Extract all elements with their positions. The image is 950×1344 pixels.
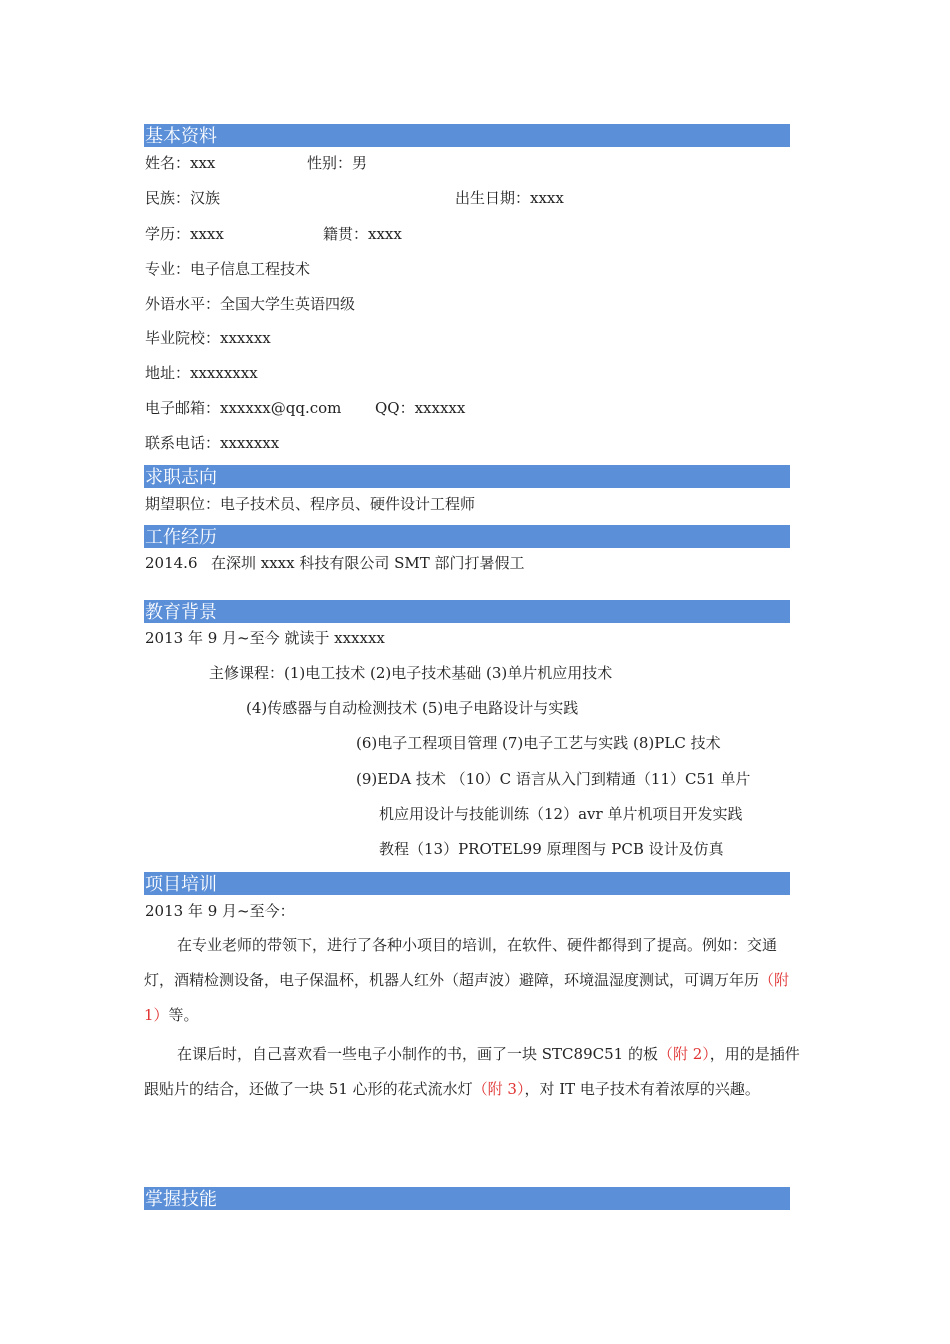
attachment-reference: （附 2） [657, 1045, 710, 1063]
paragraph-text: 在课后时，自己喜欢看一些电子小制作的书，画了一块 STC89C51 的板 [177, 1045, 658, 1063]
ethnicity-field: 民族：汉族 [145, 189, 221, 207]
course-line: (4)传感器与自动检测技术 (5)电子电路设计与实践 [246, 699, 579, 717]
work-description: 在深圳 xxxx 科技有限公司 SMT 部门打暑假工 [211, 554, 525, 572]
english-level-field: 外语水平：全国大学生英语四级 [145, 295, 356, 313]
paragraph-text: ，用的是插件跟贴片的结合，还做了一块 51 心形的花式流水灯 [144, 1045, 800, 1098]
section-header-education: 教育背景 [144, 600, 790, 623]
email-field: 电子邮箱：xxxxxx@qq.com [145, 399, 342, 417]
training-paragraph-1 [144, 928, 804, 1033]
major-field: 专业：电子信息工程技术 [145, 260, 311, 278]
degree-field: 学历：xxxx [145, 225, 224, 243]
expected-position: 期望职位：电子技术员、程序员、硬件设计工程师 [145, 495, 476, 513]
birth-date-field: 出生日期：xxxx [455, 189, 564, 207]
attachment-reference: （附 3） [472, 1080, 525, 1098]
section-header-project-training: 项目培训 [144, 872, 790, 895]
phone-field: 联系电话：xxxxxxx [145, 434, 280, 452]
section-header-skills: 掌握技能 [144, 1187, 790, 1210]
course-line: 教程（13）PROTEL99 原理图与 PCB 设计及仿真 [379, 840, 724, 858]
address-field: 地址：xxxxxxxx [145, 364, 258, 382]
section-header-job-intent: 求职志向 [144, 465, 790, 488]
qq-field: QQ：xxxxxx [375, 399, 466, 417]
training-paragraph-2 [144, 1037, 804, 1107]
section-header-basic-info: 基本资料 [144, 124, 790, 147]
work-date: 2014.6 [145, 554, 198, 572]
paragraph-text: 在专业老师的带领下，进行了各种小项目的培训，在软件、硬件都得到了提高。例如：交通灯，酒精检测设备，电子保温杯，机器人红外（超声波）避障，环境温湿度测试，可调万年历 [144, 936, 778, 989]
training-period: 2013 年 9 月~至今： [145, 902, 295, 920]
native-place-field: 籍贯：xxxx [323, 225, 402, 243]
paragraph-text: ，对 IT 电子技术有着浓厚的兴趣。 [524, 1080, 760, 1098]
course-line: (9)EDA 技术 （10）C 语言从入门到精通（11）C51 单片 [356, 770, 751, 788]
school-field: 毕业院校：xxxxxx [145, 329, 271, 347]
course-line: 主修课程：(1)电工技术 (2)电子技术基础 (3)单片机应用技术 [209, 664, 613, 682]
paragraph-text: 等。 [168, 1006, 199, 1024]
name-field: 姓名：xxx [145, 154, 216, 172]
attachment-reference: （附 1） [144, 971, 790, 1024]
education-period: 2013 年 9 月~至今 就读于 xxxxxx [145, 629, 385, 647]
gender-field: 性别：男 [307, 154, 368, 172]
course-line: 机应用设计与技能训练（12）avr 单片机项目开发实践 [379, 805, 743, 823]
section-header-work-history: 工作经历 [144, 525, 790, 548]
course-line: (6)电子工程项目管理 (7)电子工艺与实践 (8)PLC 技术 [356, 734, 721, 752]
